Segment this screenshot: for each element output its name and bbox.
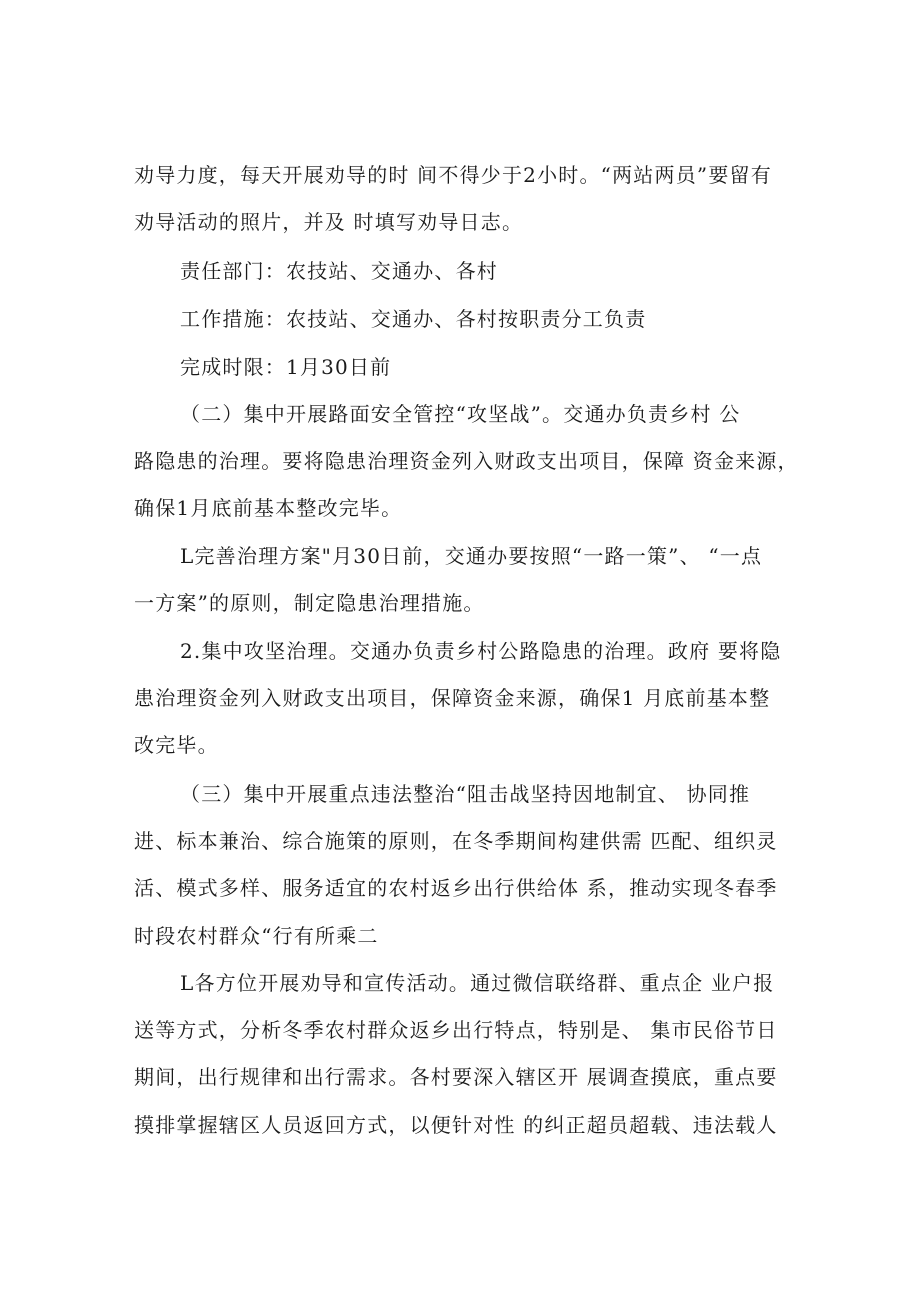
text-line: 劝导力度，每天开展劝导的时 间不得少于2小时。“两站两员”要留有 [134, 163, 772, 187]
section-heading-3: （三）集中开展重点违法整治“阻击战坚持因地制宜、 协同推 [180, 782, 751, 806]
text-line: 路隐患的治理。要将隐患治理资金列入财政支出项目，保障 资金来源， [134, 449, 799, 473]
text-line: 时段农村群众“行有所乘二 [134, 924, 379, 948]
text-line: 劝导活动的照片，并及 时填写劝导日志。 [134, 210, 524, 234]
text-line: 进、标本兼治、综合施策的原则，在冬季期间构建供需 匹配、组织灵 [134, 829, 778, 853]
section-heading-2: （二）集中开展路面安全管控“攻坚战”。交通办负责乡村 公 [180, 402, 741, 426]
list-item-3: L各方位开展劝导和宣传活动。通过微信联络群、重点企 业户报 [180, 971, 775, 995]
work-measures-line: 工作措施：农技站、交通办、各村按职责分工负责 [180, 307, 647, 331]
text-line: 期间，出行规律和出行需求。各村要深入辖区开 展调查摸底，重点要 [134, 1065, 778, 1089]
text-line: 送等方式，分析冬季农村群众返乡出行特点，特别是、 集市民俗节日 [134, 1018, 778, 1042]
text-line: 改完毕。 [134, 733, 219, 757]
text-line: 确保1月底前基本整改完毕。 [134, 496, 403, 520]
text-line: 一方案”的原则，制定隐患治理措施。 [134, 591, 485, 615]
text-line: 活、模式多样、服务适宜的农村返乡出行供给体 系，推动实现冬春季 [134, 876, 778, 900]
list-item-1: L完善治理方案"月30日前，交通办要按照“一路一策”、 “一点 [180, 544, 763, 568]
text-line: 摸排掌握辖区人员返回方式，以便针对性 的纠正超员超载、违法载人 [134, 1113, 778, 1137]
list-item-2: 2.集中攻坚治理。交通办负责乡村公路隐患的治理。政府 要将隐 [180, 639, 782, 663]
responsible-dept-line: 责任部门：农技站、交通办、各村 [180, 259, 498, 283]
deadline-line: 完成时限：1月30日前 [180, 355, 392, 379]
text-line: 患治理资金列入财政支出项目，保障资金来源，确保1 月底前基本整 [134, 686, 771, 710]
